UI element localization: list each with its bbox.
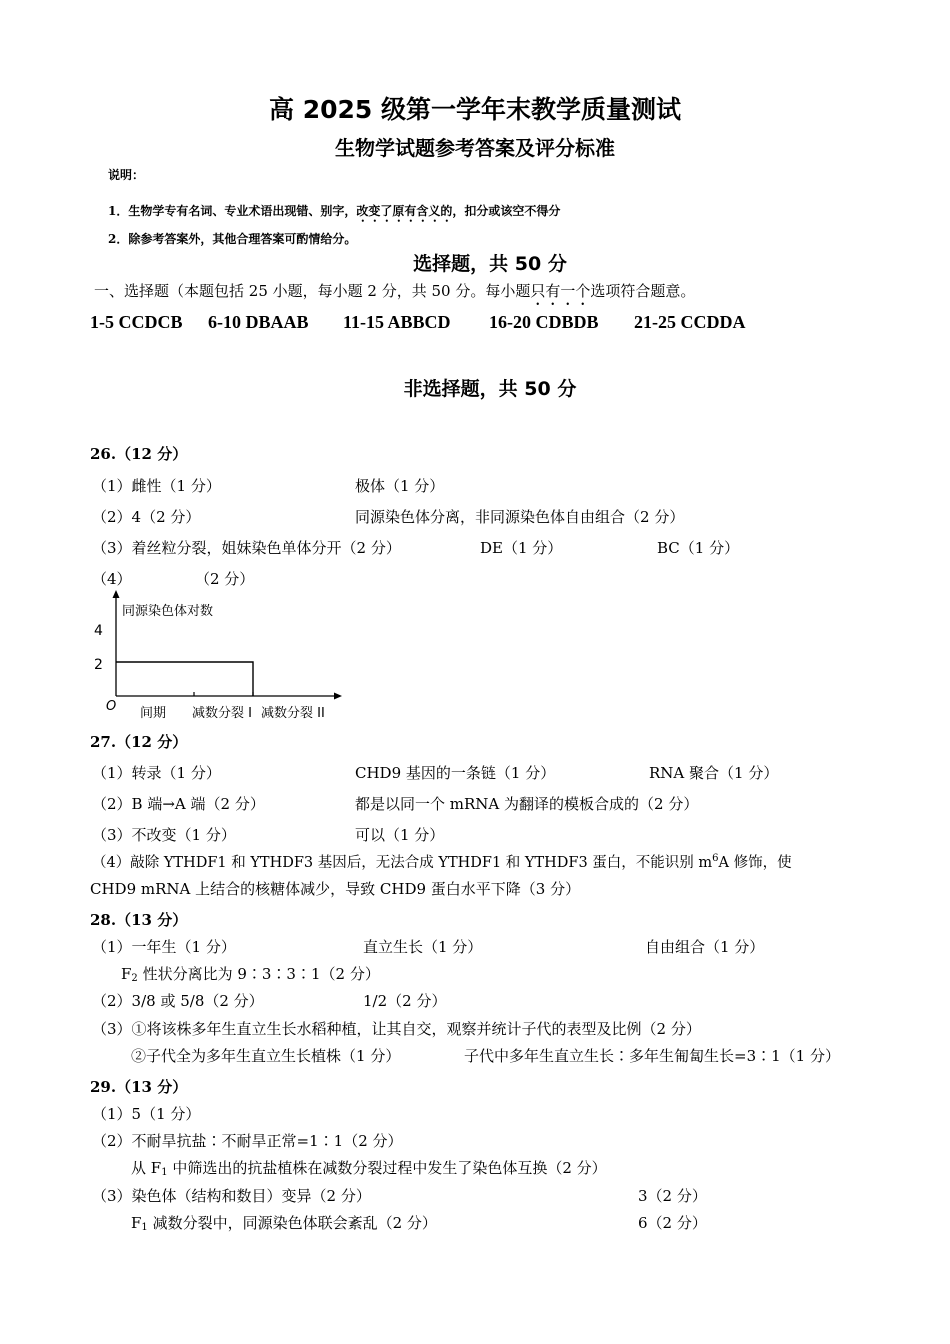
q27-answer-3b: 可以（1 分） <box>355 826 445 844</box>
q29-answer-1: （1）5（1 分） <box>92 1105 201 1123</box>
q26-answer-2b: 同源染色体分离，非同源染色体自由组合（2 分） <box>355 508 685 526</box>
q27-answer-2a: （2）B 端→A 端（2 分） <box>92 795 265 813</box>
q28-answer-1a: （1）一年生（1 分） <box>92 938 236 956</box>
q28-answer-2b: 1/2（2 分） <box>363 992 447 1010</box>
choice-section-title: 选择题，共 50 分 <box>413 253 567 275</box>
x-tick-label-meiosis-1: 减数分裂 I <box>192 706 252 721</box>
q26-answer-1b: 极体（1 分） <box>355 477 445 495</box>
choice-instructions: 一、选择题（本题包括 25 小题，每小题 2 分，共 50 分。每小题只有一个选项符合题意。 <box>94 282 696 300</box>
page-title: 高 2025 级第一学年末教学质量测试 <box>269 95 681 124</box>
notes-label: 说明： <box>108 168 145 182</box>
q27-answer-1b: CHD9 基因的一条链（1 分） <box>355 764 556 782</box>
q26-answer-3b: DE（1 分） <box>480 539 563 557</box>
q26-answer-3a: （3）着丝粒分裂，姐妹染色单体分开（2 分） <box>92 539 401 557</box>
chart-origin-label: O <box>106 699 117 714</box>
answer-group-3: 11-15 ABBCD <box>343 312 451 332</box>
q27-answer-3a: （3）不改变（1 分） <box>92 826 236 844</box>
nonchoice-section-title: 非选择题，共 50 分 <box>403 378 577 400</box>
q26-answer-2a: （2）4（2 分） <box>92 508 201 526</box>
q29-answer-3b: 3（2 分） <box>638 1187 707 1205</box>
q27-answer-4-line2: CHD9 mRNA 上结合的核糖体减少，导致 CHD9 蛋白水平下降（3 分） <box>90 880 581 898</box>
x-tick-label-interphase: 间期 <box>140 706 167 721</box>
chart-ylabel: 同源染色体对数 <box>122 604 214 619</box>
q29-answer-3a: （3）染色体（结构和数目）变异（2 分） <box>92 1187 371 1205</box>
y-tick-label-4: 4 <box>94 623 103 639</box>
answer-group-4: 16-20 CDBDB <box>489 312 599 332</box>
q29-answer-3c: $F_1$ 减数分裂中，同源染色体联会紊乱（2 分） <box>131 1214 437 1233</box>
q29-answer-2a: （2）不耐旱抗盐∶不耐旱正常=1∶1（2 分） <box>92 1132 403 1150</box>
q28-answer-3b: ②子代全为多年生直立生长植株（1 分） <box>131 1047 401 1065</box>
note-item-1: 1．生物学专有名词、专业术语出现错、别字，改变了原有含义的，扣分或该空不得分 <box>108 204 561 218</box>
series-line <box>116 662 253 696</box>
q26-answer-4b: （2 分） <box>195 570 255 588</box>
page-subtitle: 生物学试题参考答案及评分标准 <box>335 136 615 160</box>
q26-answer-1a: （1）雌性（1 分） <box>92 477 221 495</box>
q29-answer-3d: 6（2 分） <box>638 1214 707 1232</box>
q27-answer-1c: RNA 聚合（1 分） <box>649 764 779 782</box>
q28-answer-1b: 直立生长（1 分） <box>363 938 483 956</box>
q27-answer-1a: （1）转录（1 分） <box>92 764 221 782</box>
q29-answer-2b: 从 $F_1$ 中筛选出的抗盐植株在减数分裂过程中发生了染色体互换（2 分） <box>131 1159 607 1178</box>
q28-answer-2a: （2）3/8 或 5/8（2 分） <box>92 992 264 1010</box>
y-tick-label-2: 2 <box>94 657 103 673</box>
q28-answer-3c: 子代中多年生直立生长∶多年生匍匐生长=3∶1（1 分） <box>464 1047 840 1065</box>
answer-group-5: 21-25 CCDDA <box>634 312 746 332</box>
q26-heading: 26.（12 分） <box>90 445 188 463</box>
q26-answer-4a: （4） <box>92 570 132 588</box>
q28-answer-1d: $F_2$ 性状分离比为 9∶3∶3∶1（2 分） <box>121 965 380 984</box>
y-axis-arrow-icon <box>113 590 120 598</box>
note-item-2: 2．除参考答案外，其他合理答案可酌情给分。 <box>108 232 357 246</box>
q27-answer-4-line1: （4）敲除 YTHDF1 和 YTHDF3 基因后，无法合成 YTHDF1 和 YTHDF3 蛋白，不能识别 $m^6A$ 修饰，使 <box>92 853 792 871</box>
answer-group-2: 6-10 DBAAB <box>208 312 309 332</box>
q27-answer-2b: 都是以同一个 mRNA 为翻译的模板合成的（2 分） <box>355 795 699 813</box>
q27-heading: 27.（12 分） <box>90 733 188 751</box>
q28-answer-1c: 自由组合（1 分） <box>645 938 765 956</box>
q28-answer-3a: （3）①将该株多年生直立生长水稻种植，让其自交，观察并统计子代的表型及比例（2 分） <box>92 1020 701 1038</box>
q28-heading: 28.（13 分） <box>90 911 188 929</box>
x-axis-arrow-icon <box>334 693 342 700</box>
answer-group-1: 1-5 CCDCB <box>90 312 183 332</box>
q26-answer-3c: BC（1 分） <box>657 539 740 557</box>
q29-heading: 29.（13 分） <box>90 1078 188 1096</box>
homologous-pairs-chart <box>86 588 350 724</box>
x-tick-label-meiosis-2: 减数分裂 II <box>261 706 325 721</box>
